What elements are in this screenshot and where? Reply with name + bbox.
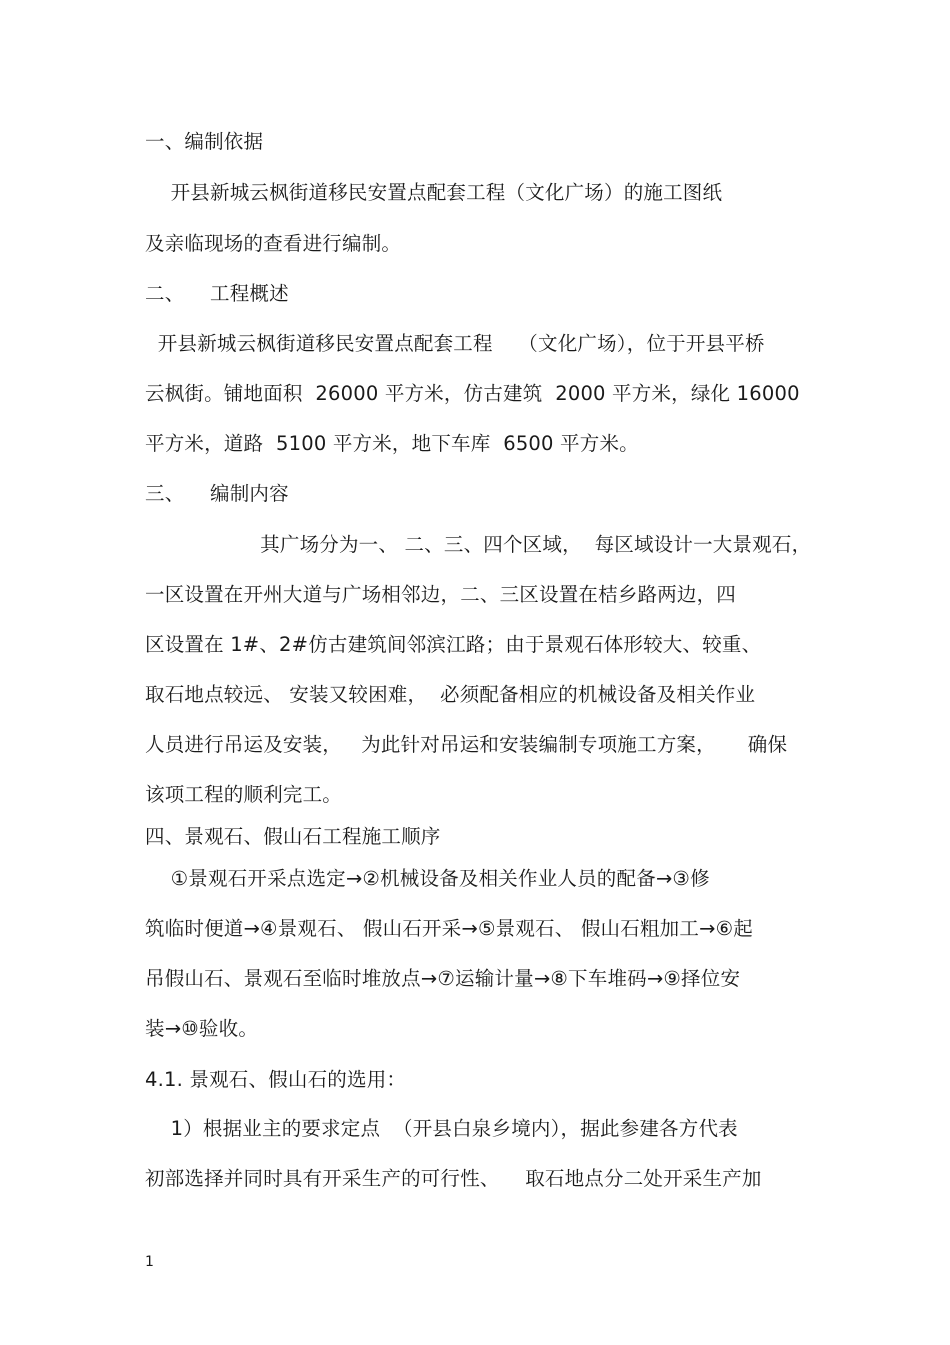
heading-3: 三、 编制内容	[145, 482, 289, 505]
paragraph-line: 及亲临现场的查看进行编制。	[145, 232, 402, 255]
paragraph-line: 筑临时便道→④景观石、 假山石开采→⑤景观石、 假山石粗加工→⑥起	[145, 917, 753, 940]
page-number: 1	[145, 1254, 154, 1270]
paragraph-line: 云枫街。铺地面积 26000 平方米，仿古建筑 2000 平方米，绿化 16000	[145, 382, 800, 405]
heading-2: 二、 工程概述	[145, 282, 289, 305]
paragraph-line: 其广场分为一、 二、三、四个区域， 每区域设计一大景观石，	[145, 533, 812, 556]
paragraph-line: 人员进行吊运及安装， 为此针对吊运和安装编制专项施工方案， 确保	[145, 733, 788, 756]
paragraph-line: 吊假山石、景观石至临时堆放点→⑦运输计量→⑧下车堆码→⑨择位安	[145, 967, 741, 990]
paragraph-line: 开县新城云枫街道移民安置点配套工程 （文化广场），位于开县平桥	[145, 332, 765, 355]
heading-1: 一、编制依据	[145, 130, 264, 153]
paragraph-line: 该项工程的顺利完工。	[145, 783, 343, 806]
paragraph-line: 开县新城云枫街道移民安置点配套工程（文化广场）的施工图纸	[145, 181, 723, 204]
paragraph-line: 装→⑩验收。	[145, 1017, 259, 1040]
paragraph-line: 初部选择并同时具有开采生产的可行性、 取石地点分二处开采生产加	[145, 1167, 762, 1190]
paragraph-line: 1）根据业主的要求定点 （开县白泉乡境内），据此参建各方代表	[145, 1117, 738, 1140]
paragraph-line: 平方米，道路 5100 平方米，地下车库 6500 平方米。	[145, 432, 639, 455]
paragraph-line: ①景观石开采点选定→②机械设备及相关作业人员的配备→③修	[145, 867, 710, 890]
paragraph-line: 取石地点较远、 安装又较困难， 必须配备相应的机械设备及相关作业	[145, 683, 756, 706]
subheading-4-1: 4.1. 景观石、假山石的选用：	[145, 1068, 407, 1091]
paragraph-line: 一区设置在开州大道与广场相邻边，二、三区设置在桔乡路两边，四	[145, 583, 737, 606]
heading-4: 四、景观石、假山石工程施工顺序	[145, 825, 441, 848]
paragraph-line: 区设置在 1#、2#仿古建筑间邻滨江路；由于景观石体形较大、较重、	[145, 633, 762, 656]
